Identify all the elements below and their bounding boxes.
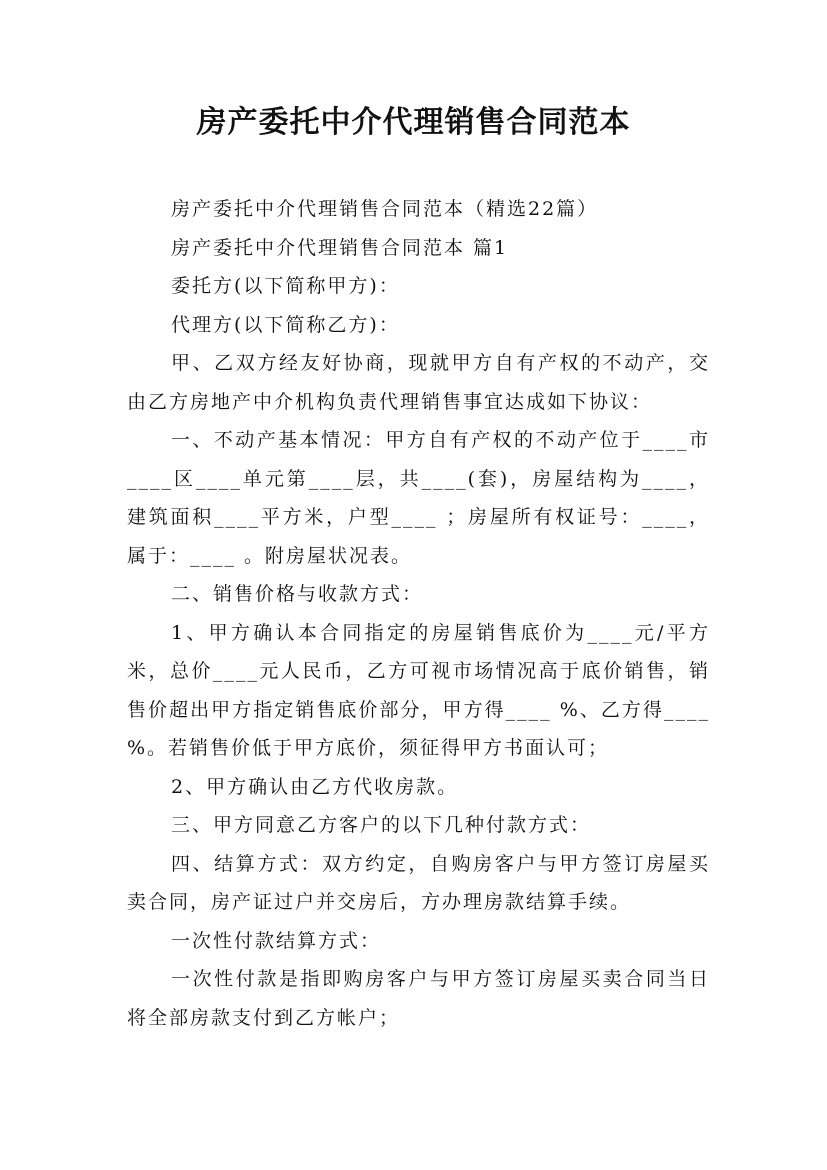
paragraph-clause-2: 二、销售价格与收款方式： [171, 583, 424, 605]
document-body [127, 190, 719, 1037]
paragraph-subtitle: 房产委托中介代理销售合同范本（精选22篇） [171, 198, 599, 220]
paragraph-preamble: 甲、乙双方经友好协商，现就甲方自有产权的不动产，交由乙方房地产中介机构负责代理销售事宜达成如下协议： [127, 352, 710, 413]
paragraph-clause-1: 一、不动产基本情况：甲方自有产权的不动产位于____市____区____单元第____层，共____(套)，房屋结构为____，建筑面积____平方米，户型____ ；房屋所有权证号：____，属于：____ 。附房屋状况表。 [127, 429, 710, 567]
paragraph-clause-2-2: 2、甲方确认由乙方代收房款。 [171, 775, 459, 798]
document-title: 房产委托中介代理销售合同范本 [196, 105, 631, 140]
paragraph-lump-sum-heading: 一次性付款结算方式： [171, 929, 382, 952]
paragraph-party-b: 代理方(以下简称乙方)： [171, 313, 400, 336]
paragraph-clause-2-1: 1、甲方确认本合同指定的房屋销售底价为____元/平方米，总价____元人民币，乙方可视市场情况高于底价销售，销售价超出甲方指定销售底价部分，甲方得____ %、乙方得____ %。若销售价低于甲方底价，须征得甲方书面认可； [127, 621, 719, 759]
paragraph-clause-3: 三、甲方同意乙方客户的以下几种付款方式： [171, 814, 592, 836]
paragraph-lump-sum-detail: 一次性付款是指即购房客户与甲方签订房屋买卖合同当日将全部房款支付到乙方帐户； [127, 968, 710, 1029]
paragraph-party-a: 委托方(以下简称甲方)： [171, 275, 400, 297]
paragraph-section-heading: 房产委托中介代理销售合同范本 篇1 [171, 236, 509, 259]
paragraph-clause-4: 四、结算方式：双方约定，自购房客户与甲方签订房屋买卖合同，房产证过户并交房后，方办理房款结算手续。 [127, 852, 710, 913]
